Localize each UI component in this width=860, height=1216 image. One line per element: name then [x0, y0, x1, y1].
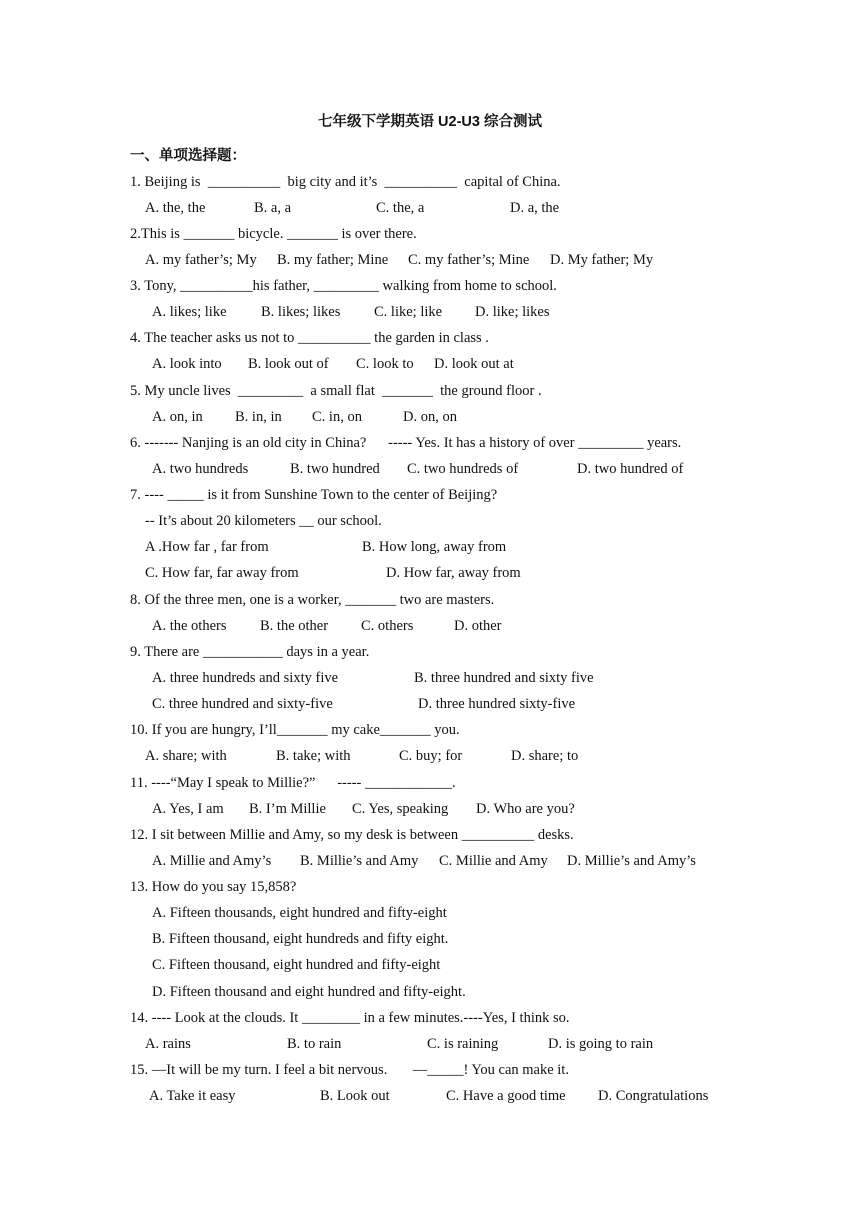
option-b: B. two hundred: [290, 461, 380, 477]
option-a: A .How far , far from: [145, 539, 269, 555]
option-a: A. three hundreds and sixty five: [152, 670, 339, 686]
option-d: D. two hundred of: [577, 461, 684, 477]
option-c: C. Have a good time: [446, 1088, 566, 1104]
option-d: D. like; likes: [475, 304, 550, 320]
page-title: 七年级下学期英语 U2-U3 综合测试: [318, 114, 542, 130]
question-stem: 1. Beijing is __________ big city and it’s __________ capital of China.: [130, 174, 561, 190]
option-d: D. How far, away from: [386, 565, 521, 581]
option-b: B. in, in: [235, 409, 282, 425]
option-c: C. my father’s; Mine: [408, 252, 530, 268]
option-a: A. Fifteen thousands, eight hundred and fifty-eight: [152, 905, 447, 921]
option-b: B. How long, away from: [362, 539, 507, 555]
option-b: B. my father; Mine: [277, 252, 389, 268]
option-b: B. the other: [260, 618, 329, 634]
option-b: B. take; with: [276, 748, 351, 764]
option-b: B. a, a: [254, 200, 292, 216]
option-d: D. is going to rain: [548, 1036, 654, 1052]
option-d: D. other: [454, 618, 502, 634]
option-d: D. Congratulations: [598, 1088, 709, 1104]
option-a: A. Millie and Amy’s: [152, 853, 272, 869]
option-c: C. others: [361, 618, 414, 634]
question-stem: 6. ------- Nanjing is an old city in China? ----- Yes. It has a history of over _________ years.: [130, 435, 682, 451]
option-b: B. look out of: [248, 356, 329, 372]
option-c: C. Yes, speaking: [352, 801, 449, 817]
option-c: C. buy; for: [399, 748, 463, 764]
option-b: B. Millie’s and Amy: [300, 853, 419, 869]
option-c: C. three hundred and sixty-five: [152, 696, 333, 712]
question-stem: 12. I sit between Millie and Amy, so my desk is between __________ desks.: [130, 827, 574, 843]
option-c: C. like; like: [374, 304, 443, 320]
option-b: B. Look out: [320, 1088, 390, 1104]
question-stem: 14. ---- Look at the clouds. It ________ in a few minutes.----Yes, I think so.: [130, 1010, 570, 1026]
option-a: A. rains: [145, 1036, 191, 1052]
option-b: B. Fifteen thousand, eight hundreds and fifty eight.: [152, 931, 449, 947]
question-stem-continued: -- It’s about 20 kilometers __ our school.: [145, 513, 382, 529]
question-stem: 5. My uncle lives _________ a small flat _______ the ground floor .: [130, 383, 542, 399]
option-c: C. Millie and Amy: [439, 853, 548, 869]
option-d: D. look out at: [434, 356, 514, 372]
option-d: D. Millie’s and Amy’s: [567, 853, 696, 869]
question-stem: 3. Tony, __________his father, _________ walking from home to school.: [130, 278, 557, 294]
option-c: C. is raining: [427, 1036, 499, 1052]
option-d: D. a, the: [510, 200, 560, 216]
option-c: C. look to: [356, 356, 414, 372]
option-a: A. share; with: [145, 748, 227, 764]
option-c: C. Fifteen thousand, eight hundred and fifty-eight: [152, 957, 441, 973]
option-d: D. Fifteen thousand and eight hundred and fifty-eight.: [152, 984, 466, 1000]
option-b: B. three hundred and sixty five: [414, 670, 594, 686]
question-stem: 2.This is _______ bicycle. _______ is over there.: [130, 226, 417, 242]
question-stem: 13. How do you say 15,858?: [130, 879, 297, 895]
question-stem: 11. ----“May I speak to Millie?” ----- ____________.: [130, 775, 456, 791]
option-a: A. Take it easy: [149, 1088, 236, 1104]
option-b: B. likes; likes: [261, 304, 341, 320]
option-c: C. How far, far away from: [145, 565, 299, 581]
option-d: D. My father; My: [550, 252, 654, 268]
option-a: A. the, the: [145, 200, 206, 216]
question-stem: 7. ---- _____ is it from Sunshine Town to the center of Beijing?: [130, 487, 498, 503]
option-d: D. three hundred sixty-five: [418, 696, 576, 712]
option-a: A. the others: [152, 618, 227, 634]
option-d: D. share; to: [511, 748, 579, 764]
option-d: D. on, on: [403, 409, 457, 425]
question-stem: 15. —It will be my turn. I feel a bit nervous. —_____! You can make it.: [130, 1062, 569, 1078]
option-a: A. on, in: [152, 409, 203, 425]
option-a: A. my father’s; My: [145, 252, 257, 268]
question-stem: 8. Of the three men, one is a worker, _______ two are masters.: [130, 592, 495, 608]
option-c: C. the, a: [376, 200, 425, 216]
option-a: A. Yes, I am: [152, 801, 224, 817]
option-a: A. look into: [152, 356, 222, 372]
option-a: A. likes; like: [152, 304, 227, 320]
section-heading: 一、单项选择题：: [130, 148, 246, 164]
question-stem: 4. The teacher asks us not to __________ the garden in class .: [130, 330, 489, 346]
option-b: B. to rain: [287, 1036, 342, 1052]
option-c: C. two hundreds of: [407, 461, 519, 477]
option-b: B. I’m Millie: [249, 801, 326, 817]
question-stem: 10. If you are hungry, I’ll_______ my cake_______ you.: [130, 722, 460, 738]
option-d: D. Who are you?: [476, 801, 575, 817]
question-stem: 9. There are ___________ days in a year.: [130, 644, 370, 660]
option-a: A. two hundreds: [152, 461, 249, 477]
option-c: C. in, on: [312, 409, 362, 425]
